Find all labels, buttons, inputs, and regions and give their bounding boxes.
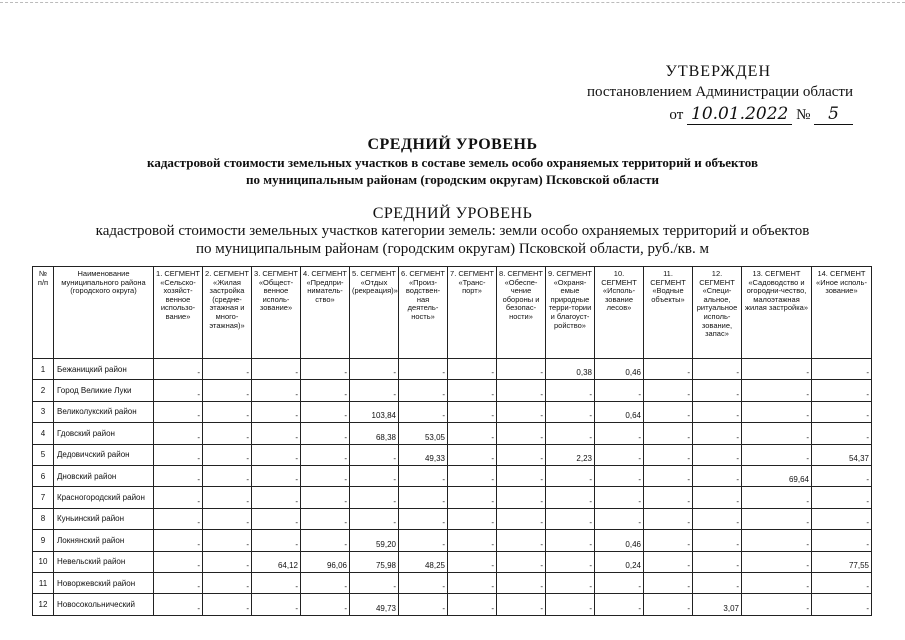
table-row bbox=[33, 487, 872, 508]
value-cell: - bbox=[252, 401, 301, 422]
row-number-cell: 4 bbox=[33, 423, 54, 444]
value-cell: - bbox=[448, 572, 497, 593]
value-cell: - bbox=[812, 572, 872, 593]
value-cell: - bbox=[301, 594, 350, 615]
value-cell: - bbox=[448, 401, 497, 422]
value-cell: - bbox=[546, 530, 595, 551]
column-header: 10. СЕГМЕНТ «Исполь-зование лесов» bbox=[595, 267, 644, 359]
approval-date-prefix: от bbox=[669, 107, 684, 123]
district-name-cell: Великолукский район bbox=[54, 401, 154, 422]
value-cell: - bbox=[350, 380, 399, 401]
district-name-cell: Невельский район bbox=[54, 551, 154, 572]
value-cell: - bbox=[252, 444, 301, 465]
table-row bbox=[33, 380, 872, 401]
value-cell: - bbox=[644, 487, 693, 508]
row-number-cell: 6 bbox=[33, 465, 54, 486]
value-cell: - bbox=[154, 465, 203, 486]
value-cell: 103,84 bbox=[350, 401, 399, 422]
value-cell: - bbox=[252, 380, 301, 401]
table-row bbox=[33, 551, 872, 572]
value-cell: - bbox=[203, 380, 252, 401]
value-cell: - bbox=[693, 359, 742, 380]
district-name-cell: Новоржевский район bbox=[54, 572, 154, 593]
table-row bbox=[33, 508, 872, 529]
value-cell: - bbox=[399, 487, 448, 508]
value-cell: - bbox=[497, 444, 546, 465]
value-cell: - bbox=[448, 530, 497, 551]
district-name-cell: Красногородский район bbox=[54, 487, 154, 508]
value-cell: - bbox=[546, 465, 595, 486]
value-cell: - bbox=[399, 359, 448, 380]
value-cell: - bbox=[154, 359, 203, 380]
value-cell: 64,12 bbox=[252, 551, 301, 572]
column-header: 4. СЕГМЕНТ «Предпри-ниматель-ство» bbox=[301, 267, 350, 359]
district-name-cell: Куньинский район bbox=[54, 508, 154, 529]
row-number-cell: 11 bbox=[33, 572, 54, 593]
value-cell: - bbox=[595, 508, 644, 529]
value-cell: - bbox=[350, 465, 399, 486]
value-cell: - bbox=[252, 530, 301, 551]
value-cell: - bbox=[595, 594, 644, 615]
value-cell: - bbox=[203, 359, 252, 380]
value-cell: - bbox=[497, 401, 546, 422]
table-row bbox=[33, 465, 872, 486]
value-cell: - bbox=[252, 423, 301, 444]
value-cell: - bbox=[644, 465, 693, 486]
value-cell: - bbox=[693, 551, 742, 572]
value-cell: - bbox=[203, 530, 252, 551]
value-cell: - bbox=[399, 465, 448, 486]
column-header: Наименование муниципального района (городского округа) bbox=[54, 267, 154, 359]
value-cell: - bbox=[399, 401, 448, 422]
value-cell: - bbox=[693, 487, 742, 508]
value-cell: - bbox=[812, 380, 872, 401]
value-cell: - bbox=[644, 444, 693, 465]
value-cell: - bbox=[812, 530, 872, 551]
value-cell: - bbox=[497, 551, 546, 572]
heading2-subtitle-line2: по муниципальным районам (городским округам) Псковской области, руб./кв. м bbox=[196, 241, 709, 257]
value-cell: - bbox=[497, 359, 546, 380]
value-cell: - bbox=[154, 423, 203, 444]
heading2-subtitle bbox=[0, 222, 905, 258]
value-cell: - bbox=[742, 487, 812, 508]
district-name-cell: Гдовский район bbox=[54, 423, 154, 444]
column-header: 7. СЕГМЕНТ «Транс-порт» bbox=[448, 267, 497, 359]
row-number-cell: 12 bbox=[33, 594, 54, 615]
value-cell: - bbox=[693, 572, 742, 593]
row-number-cell: 7 bbox=[33, 487, 54, 508]
column-header: 11. СЕГМЕНТ «Водные объекты» bbox=[644, 267, 693, 359]
value-cell: - bbox=[497, 487, 546, 508]
approval-date: 10.01.2022 bbox=[687, 104, 792, 125]
value-cell: - bbox=[693, 465, 742, 486]
value-cell: - bbox=[154, 551, 203, 572]
district-name-cell: Дедовичский район bbox=[54, 444, 154, 465]
value-cell: - bbox=[203, 444, 252, 465]
value-cell: - bbox=[546, 594, 595, 615]
value-cell: - bbox=[644, 594, 693, 615]
value-cell: - bbox=[448, 444, 497, 465]
value-cell: - bbox=[203, 594, 252, 615]
value-cell: - bbox=[595, 380, 644, 401]
table-body bbox=[33, 359, 872, 616]
scan-edge-line bbox=[0, 2, 905, 3]
table-header-row bbox=[33, 267, 872, 359]
table-row bbox=[33, 423, 872, 444]
value-cell: 54,37 bbox=[812, 444, 872, 465]
value-cell: - bbox=[203, 487, 252, 508]
value-cell: - bbox=[350, 572, 399, 593]
row-number-cell: 3 bbox=[33, 401, 54, 422]
value-cell: - bbox=[448, 487, 497, 508]
district-name-cell: Локнянский район bbox=[54, 530, 154, 551]
value-cell: - bbox=[644, 423, 693, 444]
row-number-cell: 8 bbox=[33, 508, 54, 529]
value-cell: - bbox=[742, 359, 812, 380]
value-cell: - bbox=[350, 508, 399, 529]
value-cell: - bbox=[301, 530, 350, 551]
value-cell: - bbox=[154, 487, 203, 508]
column-header: 5. СЕГМЕНТ «Отдых (рекреация)» bbox=[350, 267, 399, 359]
value-cell: - bbox=[203, 551, 252, 572]
district-name-cell: Город Великие Луки bbox=[54, 380, 154, 401]
value-cell: - bbox=[252, 359, 301, 380]
value-cell: - bbox=[399, 572, 448, 593]
value-cell: - bbox=[644, 401, 693, 422]
value-cell: 0,38 bbox=[546, 359, 595, 380]
value-cell: - bbox=[154, 594, 203, 615]
value-cell: 0,24 bbox=[595, 551, 644, 572]
value-cell: - bbox=[644, 530, 693, 551]
value-cell: 69,64 bbox=[742, 465, 812, 486]
value-cell: - bbox=[644, 359, 693, 380]
heading1-subtitle-line2: по муниципальным районам (городским округам) Псковской области bbox=[246, 172, 659, 187]
value-cell: 77,55 bbox=[812, 551, 872, 572]
value-cell: - bbox=[497, 594, 546, 615]
value-cell: - bbox=[301, 465, 350, 486]
value-cell: - bbox=[203, 465, 252, 486]
value-cell: 48,25 bbox=[399, 551, 448, 572]
value-cell: 3,07 bbox=[693, 594, 742, 615]
approval-issuer: постановлением Администрации области bbox=[586, 84, 853, 100]
value-cell: - bbox=[203, 508, 252, 529]
district-name-cell: Новосокольнический bbox=[54, 594, 154, 615]
value-cell: - bbox=[742, 551, 812, 572]
column-header: 13. СЕГМЕНТ «Садоводство и огородни-чество, малоэтажная жилая застройка» bbox=[742, 267, 812, 359]
value-cell: 0,46 bbox=[595, 359, 644, 380]
heading1-title: СРЕДНИЙ УРОВЕНЬ bbox=[367, 136, 538, 153]
value-cell: - bbox=[252, 594, 301, 615]
column-header: 1. СЕГМЕНТ «Сельско-хозяйст-венное использо-вание» bbox=[154, 267, 203, 359]
value-cell: - bbox=[399, 508, 448, 529]
cadastral-value-table bbox=[32, 266, 872, 616]
value-cell: - bbox=[546, 508, 595, 529]
value-cell: - bbox=[301, 380, 350, 401]
value-cell: - bbox=[301, 401, 350, 422]
value-cell: - bbox=[448, 423, 497, 444]
value-cell: 0,64 bbox=[595, 401, 644, 422]
value-cell: - bbox=[154, 380, 203, 401]
value-cell: - bbox=[301, 487, 350, 508]
value-cell: - bbox=[301, 508, 350, 529]
value-cell: 68,38 bbox=[350, 423, 399, 444]
value-cell: - bbox=[595, 572, 644, 593]
row-number-cell: 9 bbox=[33, 530, 54, 551]
heading1-subtitle bbox=[0, 154, 905, 188]
row-number-cell: 2 bbox=[33, 380, 54, 401]
value-cell: - bbox=[742, 423, 812, 444]
value-cell: - bbox=[742, 530, 812, 551]
value-cell: - bbox=[448, 508, 497, 529]
value-cell: - bbox=[546, 572, 595, 593]
value-cell: - bbox=[448, 465, 497, 486]
value-cell: 49,33 bbox=[399, 444, 448, 465]
value-cell: - bbox=[644, 551, 693, 572]
value-cell: - bbox=[497, 508, 546, 529]
value-cell: - bbox=[301, 423, 350, 444]
value-cell: - bbox=[399, 530, 448, 551]
value-cell: - bbox=[693, 508, 742, 529]
value-cell: - bbox=[301, 572, 350, 593]
value-cell: - bbox=[497, 465, 546, 486]
value-cell: - bbox=[252, 508, 301, 529]
value-cell: - bbox=[693, 423, 742, 444]
district-name-cell: Дновский район bbox=[54, 465, 154, 486]
value-cell: - bbox=[812, 594, 872, 615]
value-cell: - bbox=[546, 423, 595, 444]
value-cell: - bbox=[154, 444, 203, 465]
value-cell: - bbox=[546, 551, 595, 572]
value-cell: 96,06 bbox=[301, 551, 350, 572]
value-cell: - bbox=[742, 508, 812, 529]
row-number-cell: 5 bbox=[33, 444, 54, 465]
heading2-title: СРЕДНИЙ УРОВЕНЬ bbox=[372, 205, 533, 222]
value-cell: - bbox=[742, 444, 812, 465]
value-cell: - bbox=[154, 508, 203, 529]
value-cell: - bbox=[301, 359, 350, 380]
value-cell: - bbox=[203, 401, 252, 422]
value-cell: - bbox=[644, 508, 693, 529]
value-cell: - bbox=[546, 401, 595, 422]
value-cell: - bbox=[301, 444, 350, 465]
value-cell: - bbox=[203, 423, 252, 444]
value-cell: - bbox=[448, 380, 497, 401]
value-cell: - bbox=[399, 380, 448, 401]
value-cell: 75,98 bbox=[350, 551, 399, 572]
value-cell: - bbox=[154, 530, 203, 551]
approval-number-label: № bbox=[796, 107, 811, 123]
column-header: 6. СЕГМЕНТ «Произ-водствен-ная деятель-ность» bbox=[399, 267, 448, 359]
value-cell: - bbox=[252, 487, 301, 508]
value-cell: 2,23 bbox=[546, 444, 595, 465]
value-cell: - bbox=[742, 401, 812, 422]
value-cell: - bbox=[644, 572, 693, 593]
column-header: 2. СЕГМЕНТ «Жилая застройка (средне-этажная и много-этажная)» bbox=[203, 267, 252, 359]
column-header: 8. СЕГМЕНТ «Обеспе-чение обороны и безопас-ности» bbox=[497, 267, 546, 359]
value-cell: - bbox=[595, 487, 644, 508]
value-cell: - bbox=[742, 594, 812, 615]
value-cell: - bbox=[448, 594, 497, 615]
value-cell: - bbox=[497, 380, 546, 401]
column-header: № п/п bbox=[33, 267, 54, 359]
value-cell: - bbox=[252, 572, 301, 593]
approval-stamp bbox=[533, 62, 853, 125]
approval-date-line bbox=[533, 104, 853, 125]
value-cell: - bbox=[350, 359, 399, 380]
column-header: 14. СЕГМЕНТ «Иное исполь-зование» bbox=[812, 267, 872, 359]
value-cell: 0,46 bbox=[595, 530, 644, 551]
value-cell: 59,20 bbox=[350, 530, 399, 551]
value-cell: 49,73 bbox=[350, 594, 399, 615]
column-header: 9. СЕГМЕНТ «Охраня-емые природные терри-тории и благоуст-ройство» bbox=[546, 267, 595, 359]
value-cell: - bbox=[812, 508, 872, 529]
table-row bbox=[33, 530, 872, 551]
value-cell: - bbox=[595, 444, 644, 465]
value-cell: 53,05 bbox=[399, 423, 448, 444]
value-cell: - bbox=[448, 359, 497, 380]
heading1-subtitle-line1: кадастровой стоимости земельных участков в составе земель особо охраняемых территорий и объектов bbox=[147, 155, 758, 170]
column-header: 12. СЕГМЕНТ «Специ-альное, ритуальное исполь-зование, запас» bbox=[693, 267, 742, 359]
table-header bbox=[33, 267, 872, 359]
value-cell: - bbox=[595, 465, 644, 486]
table-row bbox=[33, 401, 872, 422]
value-cell: - bbox=[812, 487, 872, 508]
table-row bbox=[33, 444, 872, 465]
heading2-subtitle-line1: кадастровой стоимости земельных участков категории земель: земли особо охраняемых территорий и объектов bbox=[95, 223, 810, 239]
value-cell: - bbox=[644, 380, 693, 401]
table-row bbox=[33, 359, 872, 380]
value-cell: - bbox=[350, 444, 399, 465]
value-cell: - bbox=[693, 444, 742, 465]
value-cell: - bbox=[693, 401, 742, 422]
table-row bbox=[33, 594, 872, 615]
table-row bbox=[33, 572, 872, 593]
value-cell: - bbox=[497, 572, 546, 593]
value-cell: - bbox=[497, 423, 546, 444]
value-cell: - bbox=[812, 423, 872, 444]
row-number-cell: 1 bbox=[33, 359, 54, 380]
value-cell: - bbox=[497, 530, 546, 551]
value-cell: - bbox=[546, 487, 595, 508]
value-cell: - bbox=[742, 572, 812, 593]
value-cell: - bbox=[448, 551, 497, 572]
value-cell: - bbox=[399, 594, 448, 615]
value-cell: - bbox=[154, 401, 203, 422]
value-cell: - bbox=[154, 572, 203, 593]
approval-number: 5 bbox=[814, 104, 853, 125]
approval-title: УТВЕРЖДЕН bbox=[665, 63, 771, 80]
value-cell: - bbox=[595, 423, 644, 444]
value-cell: - bbox=[350, 487, 399, 508]
column-header: 3. СЕГМЕНТ «Общест-венное исполь-зование» bbox=[252, 267, 301, 359]
value-cell: - bbox=[693, 380, 742, 401]
district-name-cell: Бежаницкий район bbox=[54, 359, 154, 380]
value-cell: - bbox=[203, 572, 252, 593]
value-cell: - bbox=[812, 401, 872, 422]
value-cell: - bbox=[693, 530, 742, 551]
value-cell: - bbox=[812, 359, 872, 380]
value-cell: - bbox=[546, 380, 595, 401]
row-number-cell: 10 bbox=[33, 551, 54, 572]
value-cell: - bbox=[252, 465, 301, 486]
value-cell: - bbox=[742, 380, 812, 401]
value-cell: - bbox=[812, 465, 872, 486]
